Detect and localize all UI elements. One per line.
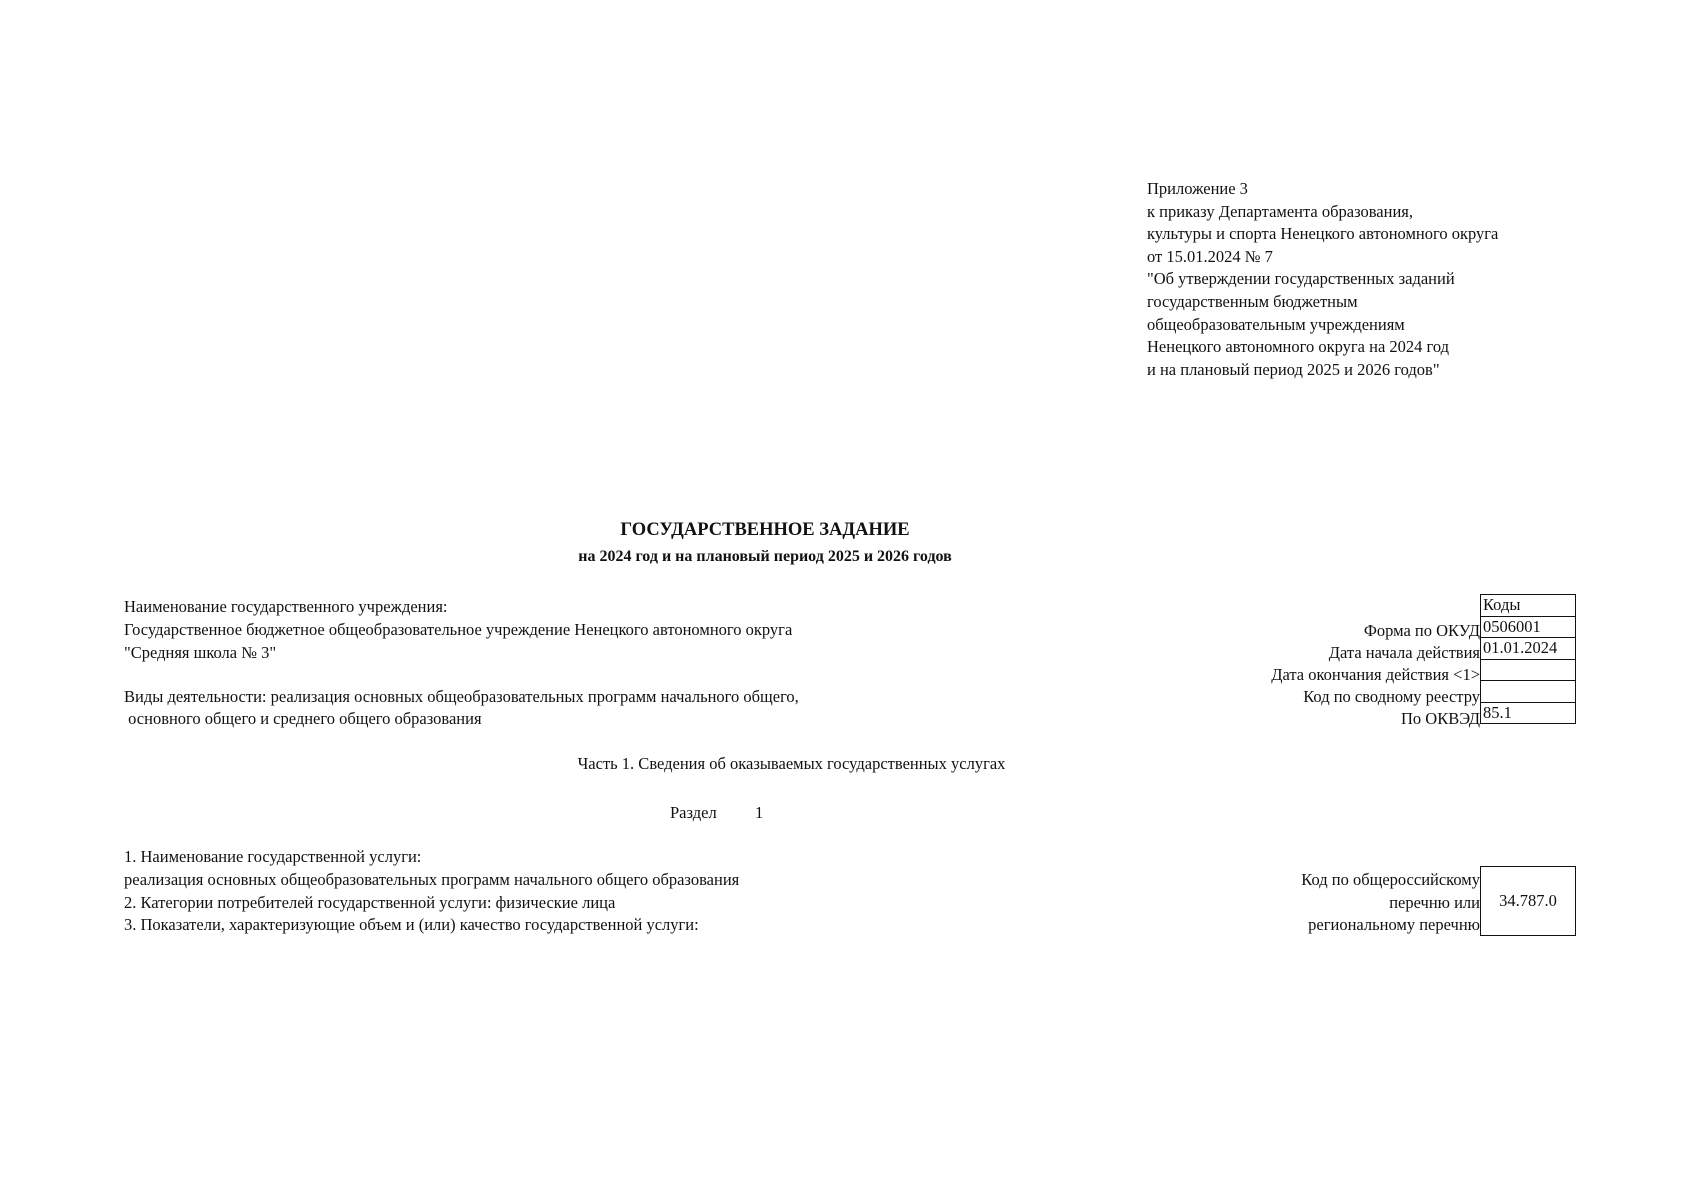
service-code-label-2: перечню или [1389, 893, 1480, 912]
okved-label: По ОКВЭД [1401, 709, 1480, 728]
okved-value: 85.1 [1481, 702, 1576, 724]
okud-value: 0506001 [1481, 616, 1576, 638]
consumer-categories: 2. Категории потребителей государственной услуги: физические лица [124, 893, 616, 912]
institution-name: Государственное бюджетное общеобразовательное учреждение Ненецкого автономного округа [124, 620, 793, 639]
service-code-box [1480, 866, 1576, 936]
registry-code-value [1481, 681, 1576, 703]
section-label: Раздел [670, 803, 717, 822]
start-date-value: 01.01.2024 [1481, 638, 1576, 660]
appendix-line: и на плановый период 2025 и 2026 годов" [1147, 359, 1440, 379]
service-code-value: 34.787.0 [1499, 891, 1557, 910]
registry-code-label: Код по сводному реестру [1303, 687, 1480, 706]
document-subtitle: на 2024 год и на плановый период 2025 и 2026 годов [578, 548, 952, 565]
service-name: реализация основных общеобразовательных программ начального общего образования [124, 870, 740, 889]
activity-line-1: Виды деятельности: реализация основных общеобразовательных программ начального общего, [124, 687, 799, 706]
part-1-heading: Часть 1. Сведения об оказываемых государственных услугах [577, 754, 1006, 773]
appendix-line: Ненецкого автономного округа на 2024 год [1147, 337, 1450, 357]
codes-header: Коды [1481, 595, 1576, 617]
appendix-line: государственным бюджетным [1147, 291, 1358, 311]
institution-label: Наименование государственного учреждения: [124, 597, 448, 616]
appendix-line: общеобразовательным учреждениям [1147, 314, 1405, 334]
codes-table [1480, 594, 1576, 724]
okud-label: Форма по ОКУД [1363, 621, 1480, 640]
indicators-heading: 3. Показатели, характеризующие объем и (или) качество государственной услуги: [124, 915, 699, 934]
service-code-label-3: региональному перечню [1308, 915, 1480, 934]
end-date-value [1481, 659, 1576, 681]
appendix-line: "Об утверждении государственных заданий [1147, 269, 1455, 289]
service-name-label: 1. Наименование государственной услуги: [124, 847, 422, 866]
appendix-line: к приказу Департамента образования, [1147, 201, 1414, 221]
institution-name-2: "Средняя школа № 3" [124, 643, 277, 662]
appendix-block [1147, 178, 1498, 381]
appendix-line: от 15.01.2024 № 7 [1147, 246, 1273, 266]
appendix-line: культуры и спорта Ненецкого автономного округа [1147, 224, 1499, 244]
service-code-label-1: Код по общероссийскому [1301, 870, 1480, 889]
end-date-label: Дата окончания действия <1> [1271, 665, 1480, 684]
start-date-label: Дата начала действия [1328, 643, 1480, 662]
appendix-line: Приложение 3 [1147, 179, 1248, 198]
activity-line-2: основного общего и среднего общего образования [124, 709, 482, 728]
section-number: 1 [755, 803, 764, 822]
document-title: ГОСУДАРСТВЕННОЕ ЗАДАНИЕ [620, 520, 910, 540]
